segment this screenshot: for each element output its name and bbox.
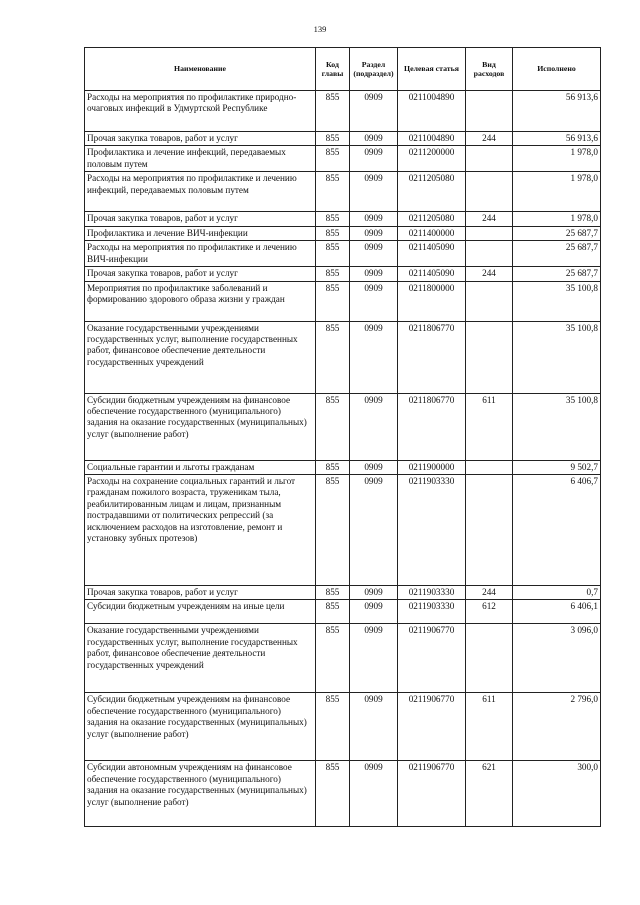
row-amount: 1 978,0 <box>513 146 601 172</box>
row-expense-type <box>466 172 513 212</box>
row-name: Расходы на мероприятия по профилактике и лечению инфекций, передаваемых половым путем <box>85 172 316 212</box>
table-row <box>85 761 601 827</box>
row-section: 0909 <box>350 226 398 240</box>
row-target: 0211806770 <box>398 393 466 460</box>
row-name: Субсидии бюджетным учреждениям на финансовое обеспечение государственного (муниципального) задания на оказание государственных (муниципальных) услуг (выполнение работ) <box>85 393 316 460</box>
row-expense-type <box>466 241 513 267</box>
row-name: Прочая закупка товаров, работ и услуг <box>85 267 316 281</box>
row-name: Социальные гарантии и льготы гражданам <box>85 460 316 474</box>
row-target: 0211903330 <box>398 475 466 586</box>
row-target: 0211400000 <box>398 226 466 240</box>
row-expense-type: 611 <box>466 693 513 761</box>
row-section: 0909 <box>350 393 398 460</box>
row-code: 855 <box>316 226 350 240</box>
table-row <box>85 393 601 460</box>
table-row <box>85 693 601 761</box>
row-name: Расходы на мероприятия по профилактике природно-очаговых инфекций в Удмуртской Республике <box>85 91 316 132</box>
row-section: 0909 <box>350 267 398 281</box>
table-row <box>85 624 601 693</box>
column-header-expense-type: Вид расходов <box>466 48 513 91</box>
row-amount: 25 687,7 <box>513 226 601 240</box>
row-amount: 56 913,6 <box>513 91 601 132</box>
row-expense-type <box>466 146 513 172</box>
table-row <box>85 241 601 267</box>
row-expense-type <box>466 321 513 393</box>
row-code: 855 <box>316 172 350 212</box>
row-target: 0211806770 <box>398 321 466 393</box>
row-name: Оказание государственными учреждениями государственных услуг, выполнение государственных работ, финансовое обеспечение деятельности государственных учреждений <box>85 624 316 693</box>
row-target: 0211903330 <box>398 586 466 600</box>
row-name: Прочая закупка товаров, работ и услуг <box>85 212 316 226</box>
table-row <box>85 267 601 281</box>
row-amount: 0,7 <box>513 586 601 600</box>
table-row <box>85 132 601 146</box>
row-section: 0909 <box>350 241 398 267</box>
budget-table <box>84 47 601 827</box>
row-code: 855 <box>316 586 350 600</box>
row-target: 0211004890 <box>398 132 466 146</box>
row-target: 0211205080 <box>398 172 466 212</box>
row-expense-type: 244 <box>466 132 513 146</box>
row-amount: 25 687,7 <box>513 267 601 281</box>
row-code: 855 <box>316 281 350 321</box>
row-expense-type: 244 <box>466 212 513 226</box>
row-amount: 9 502,7 <box>513 460 601 474</box>
row-section: 0909 <box>350 761 398 827</box>
row-code: 855 <box>316 212 350 226</box>
row-section: 0909 <box>350 475 398 586</box>
column-header-name: Наименование <box>85 48 316 91</box>
row-code: 855 <box>316 460 350 474</box>
row-section: 0909 <box>350 460 398 474</box>
row-target: 0211004890 <box>398 91 466 132</box>
row-target: 0211205080 <box>398 212 466 226</box>
table-row <box>85 600 601 624</box>
column-header-section: Раздел (подраздел) <box>350 48 398 91</box>
row-name: Мероприятия по профилактике заболеваний и формированию здорового образа жизни у граждан <box>85 281 316 321</box>
row-expense-type: 244 <box>466 267 513 281</box>
row-expense-type <box>466 226 513 240</box>
table-row <box>85 91 601 132</box>
row-target: 0211405090 <box>398 267 466 281</box>
row-amount: 35 100,8 <box>513 281 601 321</box>
row-name: Субсидии автономным учреждениям на финансовое обеспечение государственного (муниципального) задания на оказание государственных (муниципальных) услуг (выполнение работ) <box>85 761 316 827</box>
row-section: 0909 <box>350 172 398 212</box>
row-target: 0211906770 <box>398 693 466 761</box>
row-name: Субсидии бюджетным учреждениям на финансовое обеспечение государственного (муниципального) задания на оказание государственных (муниципальных) услуг (выполнение работ) <box>85 693 316 761</box>
row-target: 0211200000 <box>398 146 466 172</box>
row-name: Прочая закупка товаров, работ и услуг <box>85 132 316 146</box>
row-target: 0211903330 <box>398 600 466 624</box>
row-expense-type <box>466 91 513 132</box>
row-expense-type <box>466 460 513 474</box>
row-amount: 300,0 <box>513 761 601 827</box>
row-name: Оказание государственными учреждениями государственных услуг, выполнение государственных работ, финансовое обеспечение деятельности государственных учреждений <box>85 321 316 393</box>
row-code: 855 <box>316 146 350 172</box>
row-code: 855 <box>316 600 350 624</box>
row-code: 855 <box>316 241 350 267</box>
row-code: 855 <box>316 475 350 586</box>
row-amount: 35 100,8 <box>513 321 601 393</box>
table-row <box>85 321 601 393</box>
row-name: Субсидии бюджетным учреждениям на иные цели <box>85 600 316 624</box>
row-expense-type: 612 <box>466 600 513 624</box>
row-expense-type <box>466 624 513 693</box>
row-section: 0909 <box>350 586 398 600</box>
row-target: 0211906770 <box>398 624 466 693</box>
row-name: Профилактика и лечение инфекций, передаваемых половым путем <box>85 146 316 172</box>
page-number: 139 <box>313 24 327 34</box>
table-row <box>85 475 601 586</box>
table-row <box>85 212 601 226</box>
table-row <box>85 281 601 321</box>
row-section: 0909 <box>350 91 398 132</box>
row-code: 855 <box>316 693 350 761</box>
row-section: 0909 <box>350 212 398 226</box>
row-amount: 35 100,8 <box>513 393 601 460</box>
row-target: 0211405090 <box>398 241 466 267</box>
row-code: 855 <box>316 91 350 132</box>
row-target: 0211906770 <box>398 761 466 827</box>
column-header-code: Код главы <box>316 48 350 91</box>
column-header-target: Целевая статья <box>398 48 466 91</box>
table-header-row <box>85 48 601 91</box>
row-amount: 3 096,0 <box>513 624 601 693</box>
column-header-executed: Исполнено <box>513 48 601 91</box>
row-amount: 1 978,0 <box>513 212 601 226</box>
row-expense-type <box>466 281 513 321</box>
row-code: 855 <box>316 624 350 693</box>
row-section: 0909 <box>350 321 398 393</box>
table-row <box>85 586 601 600</box>
row-amount: 25 687,7 <box>513 241 601 267</box>
row-expense-type: 244 <box>466 586 513 600</box>
row-name: Расходы на мероприятия по профилактике и лечению ВИЧ-инфекции <box>85 241 316 267</box>
row-code: 855 <box>316 267 350 281</box>
row-section: 0909 <box>350 600 398 624</box>
row-amount: 6 406,1 <box>513 600 601 624</box>
row-code: 855 <box>316 132 350 146</box>
table-row <box>85 172 601 212</box>
table-row <box>85 226 601 240</box>
row-expense-type: 621 <box>466 761 513 827</box>
row-section: 0909 <box>350 281 398 321</box>
row-name: Прочая закупка товаров, работ и услуг <box>85 586 316 600</box>
row-section: 0909 <box>350 693 398 761</box>
row-amount: 2 796,0 <box>513 693 601 761</box>
table-row <box>85 146 601 172</box>
row-target: 0211800000 <box>398 281 466 321</box>
row-amount: 56 913,6 <box>513 132 601 146</box>
row-section: 0909 <box>350 146 398 172</box>
row-code: 855 <box>316 761 350 827</box>
row-section: 0909 <box>350 624 398 693</box>
row-code: 855 <box>316 393 350 460</box>
row-expense-type: 611 <box>466 393 513 460</box>
row-target: 0211900000 <box>398 460 466 474</box>
row-code: 855 <box>316 321 350 393</box>
row-amount: 6 406,7 <box>513 475 601 586</box>
row-section: 0909 <box>350 132 398 146</box>
row-name: Профилактика и лечение ВИЧ-инфекции <box>85 226 316 240</box>
table-row <box>85 460 601 474</box>
row-name: Расходы на сохранение социальных гарантий и льгот гражданам пожилого возраста, труженикам тыла, реабилитированным лицам и лицам, признанным пострадавшими от политических репрессий (за исключением расходов на изготовление, ремонт и установку зубных протезов) <box>85 475 316 586</box>
row-expense-type <box>466 475 513 586</box>
row-amount: 1 978,0 <box>513 172 601 212</box>
